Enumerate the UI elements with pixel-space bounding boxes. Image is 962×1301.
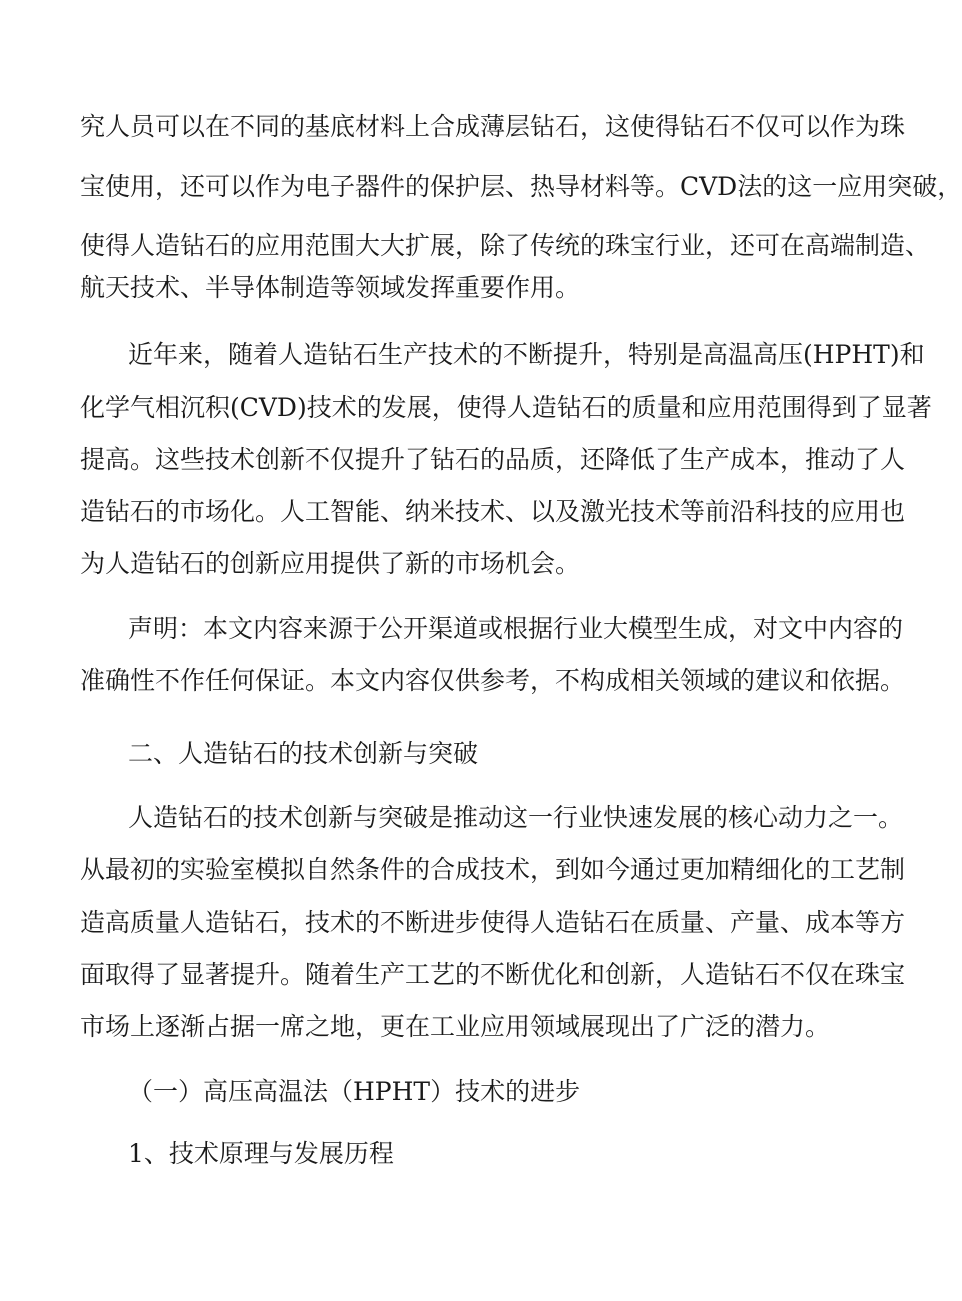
paragraph-2-line-4: 造钻石的市场化。人工智能、纳米技术、以及激光技术等前沿科技的应用也 [80, 497, 906, 526]
paragraph-3-line-3: 造高质量人造钻石，技术的不断进步使得人造钻石在质量、产量、成本等方 [80, 908, 906, 937]
paragraph-3-line-5: 市场上逐渐占据一席之地，更在工业应用领域展现出了广泛的潜力。 [80, 1012, 831, 1041]
paragraph-2-line-5: 为人造钻石的创新应用提供了新的市场机会。 [80, 549, 581, 578]
subsection-heading: （一）高压高温法（HPHT）技术的进步 [128, 1077, 581, 1106]
paragraph-3-line-4: 面取得了显著提升。随着生产工艺的不断优化和创新，人造钻石不仅在珠宝 [80, 960, 906, 989]
disclaimer-line-1: 声明：本文内容来源于公开渠道或根据行业大模型生成，对文中内容的 [128, 614, 904, 643]
disclaimer-line-2: 准确性不作任何保证。本文内容仅供参考，不构成相关领域的建议和依据。 [80, 666, 906, 695]
paragraph-3-line-2: 从最初的实验室模拟自然条件的合成技术，到如今通过更加精细化的工艺制 [80, 855, 906, 884]
paragraph-1-line-2: 宝使用，还可以作为电子器件的保护层、热导材料等。CVD法的这一应用突破， [80, 172, 962, 201]
item-heading: 1、技术原理与发展历程 [128, 1139, 394, 1168]
paragraph-3-line-1: 人造钻石的技术创新与突破是推动这一行业快速发展的核心动力之一。 [128, 803, 904, 832]
paragraph-1-line-4: 航天技术、半导体制造等领域发挥重要作用。 [80, 273, 581, 302]
section-heading: 二、人造钻石的技术创新与突破 [128, 739, 479, 768]
paragraph-2-line-2: 化学气相沉积(CVD)技术的发展，使得人造钻石的质量和应用范围得到了显著 [80, 393, 932, 422]
paragraph-1-line-1: 究人员可以在不同的基底材料上合成薄层钻石，这使得钻石不仅可以作为珠 [80, 112, 906, 141]
paragraph-1-line-3: 使得人造钻石的应用范围大大扩展，除了传统的珠宝行业，还可在高端制造、 [80, 231, 931, 260]
paragraph-2-line-3: 提高。这些技术创新不仅提升了钻石的品质，还降低了生产成本，推动了人 [80, 445, 906, 474]
paragraph-2-line-1: 近年来，随着人造钻石生产技术的不断提升，特别是高温高压(HPHT)和 [128, 340, 925, 369]
